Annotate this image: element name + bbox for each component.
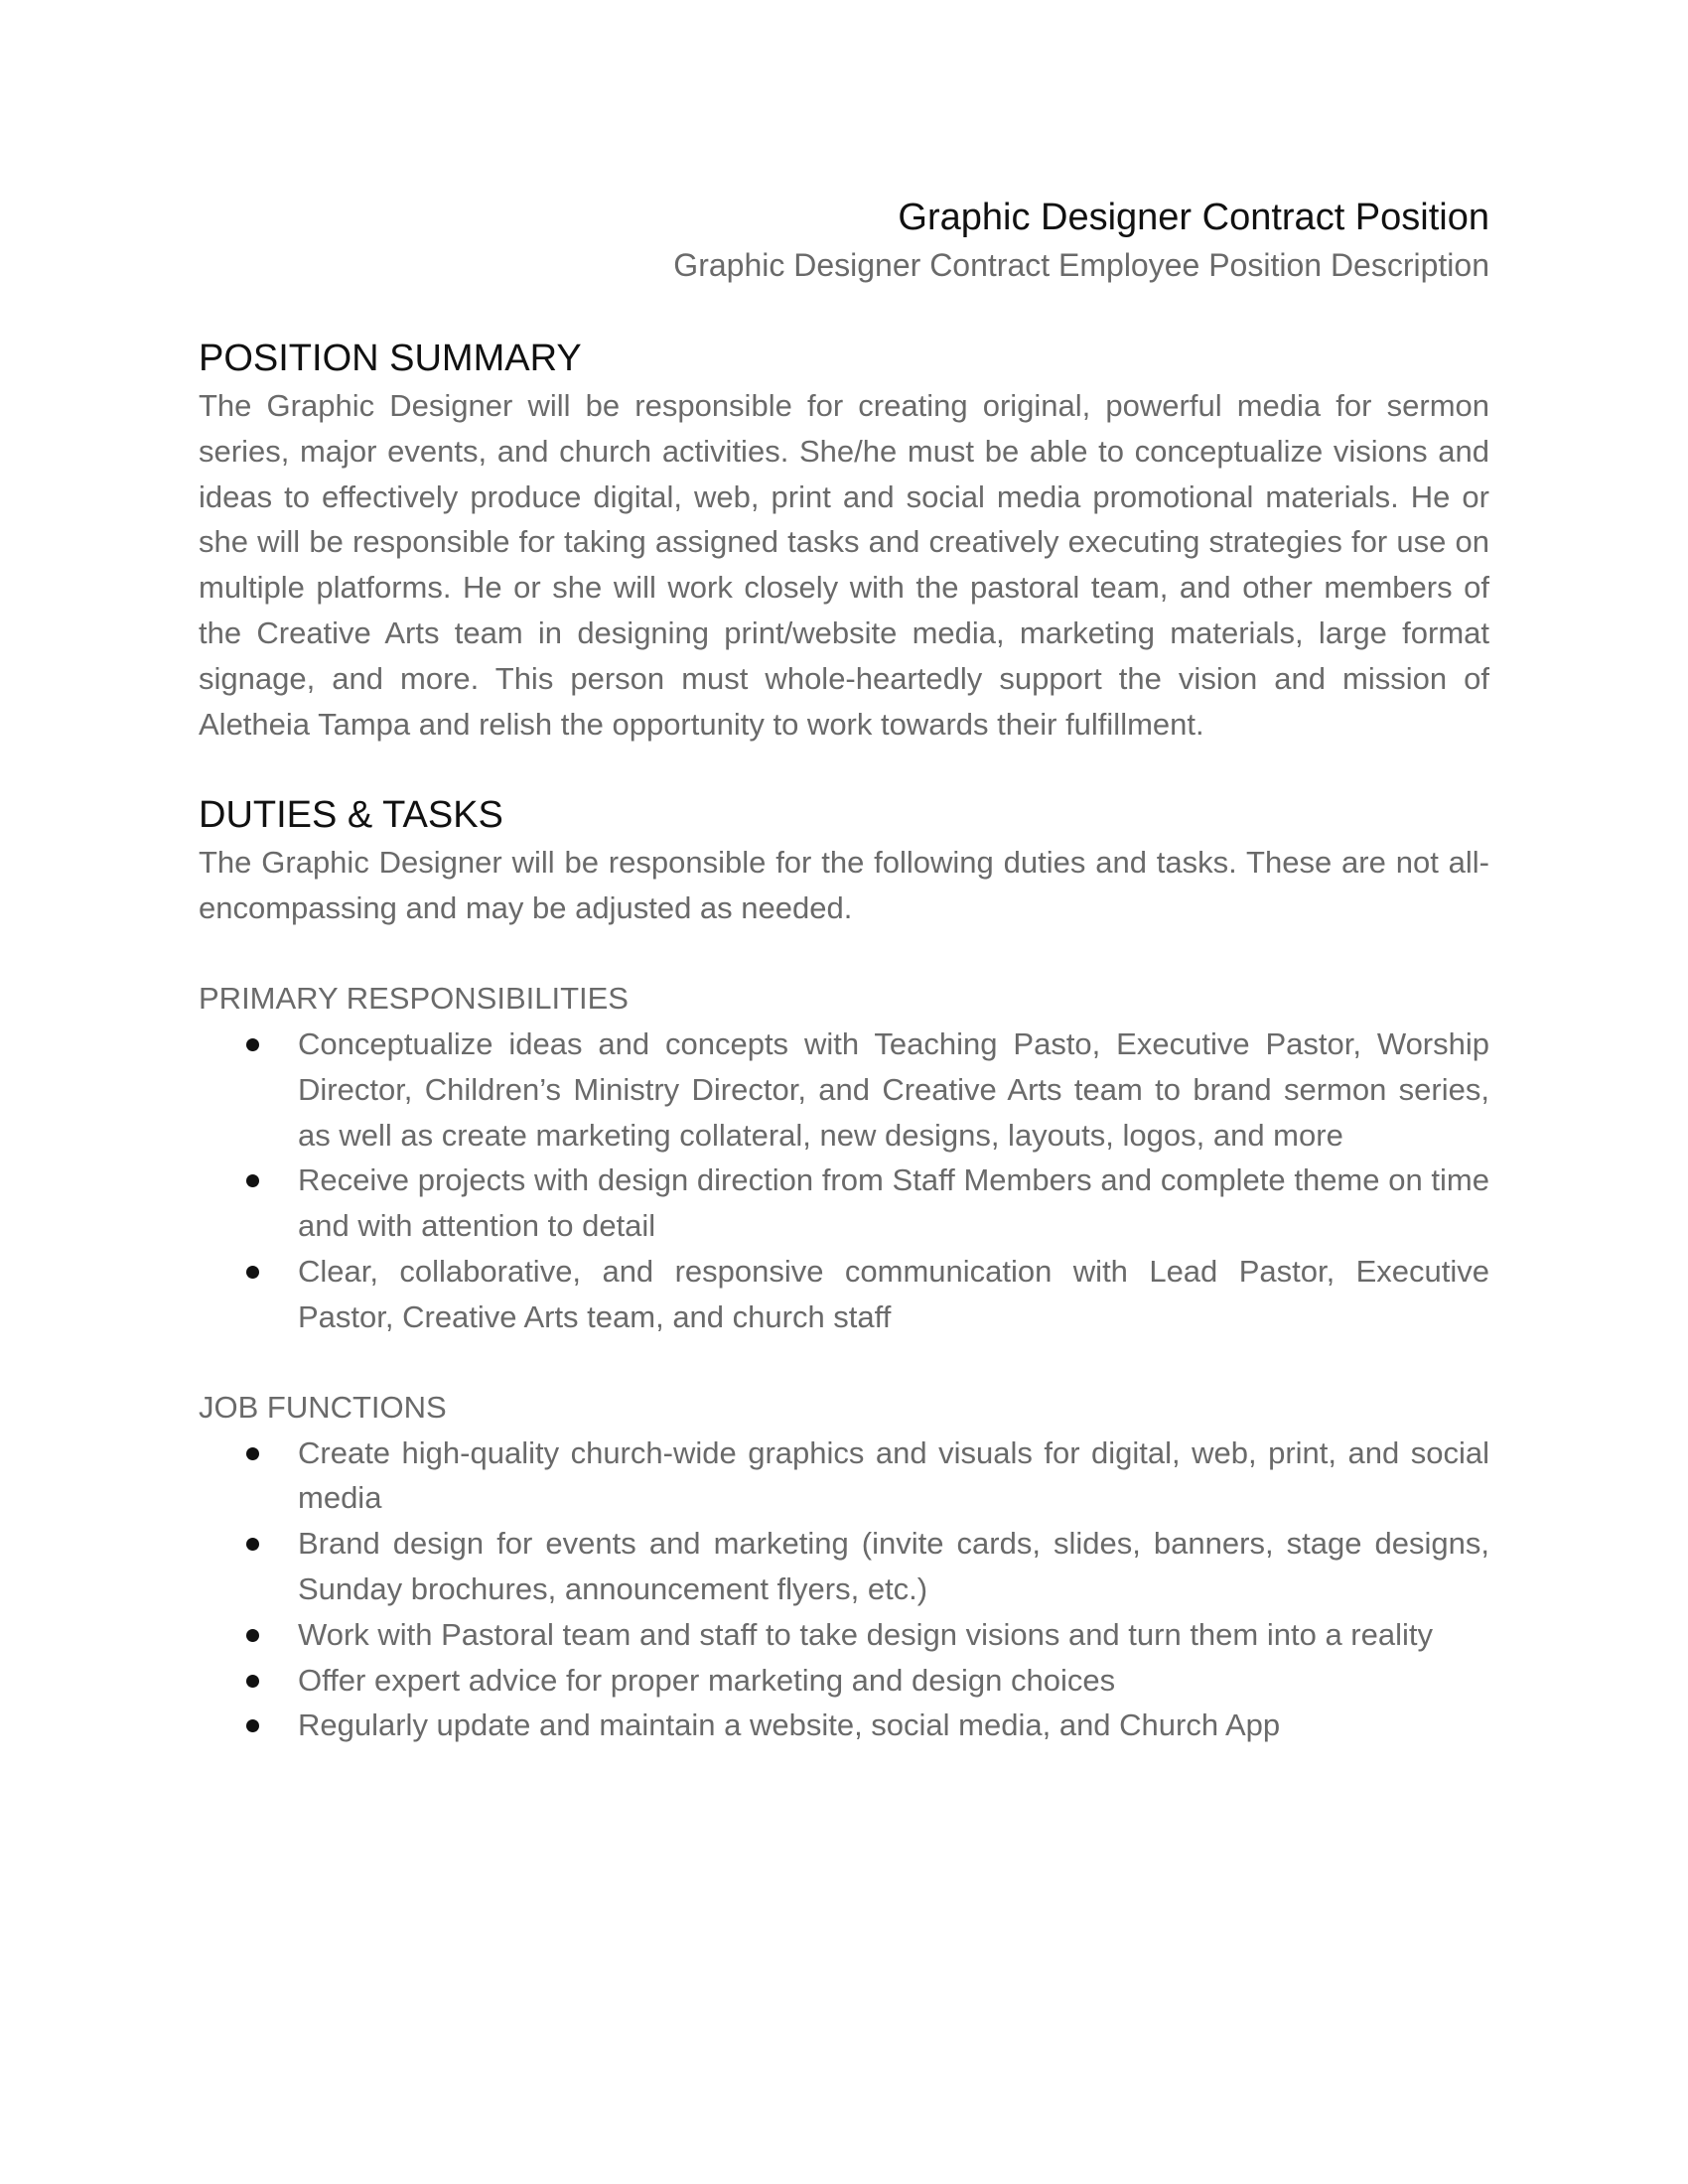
list-item bbox=[298, 1158, 1489, 1249]
bullet-icon bbox=[246, 1629, 259, 1642]
primary-responsibilities-list bbox=[199, 1022, 1489, 1340]
position-summary-heading: POSITION SUMMARY bbox=[199, 338, 582, 379]
bullet-icon bbox=[246, 1038, 259, 1051]
list-item-text: Offer expert advice for proper marketing and design choices bbox=[298, 1662, 1116, 1698]
bullet-icon bbox=[246, 1266, 259, 1279]
list-item bbox=[298, 1249, 1489, 1340]
bullet-icon bbox=[246, 1675, 259, 1688]
list-item-text: Receive projects with design direction from Staff Members and complete theme on time and with attention to detail bbox=[298, 1162, 1489, 1244]
list-item bbox=[298, 1612, 1489, 1658]
list-item-text: Create high-quality church-wide graphics and visuals for digital, web, print, and social media bbox=[298, 1434, 1489, 1516]
primary-responsibilities-heading: PRIMARY RESPONSIBILITIES bbox=[199, 980, 629, 1016]
list-item bbox=[298, 1521, 1489, 1612]
list-item-text: Conceptualize ideas and concepts with Teaching Pasto, Executive Pastor, Worship Director, Children’s Ministry Director, and Creative Arts team to brand sermon series, as well as create marketing collateral, new designs, layouts, logos, and more bbox=[298, 1025, 1489, 1153]
document-header bbox=[199, 194, 1489, 289]
list-item bbox=[298, 1431, 1489, 1522]
list-item bbox=[298, 1022, 1489, 1158]
bullet-icon bbox=[246, 1174, 259, 1187]
list-item-text: Clear, collaborative, and responsive communication with Lead Pastor, Executive Pastor, Creative Arts team, and church staff bbox=[298, 1253, 1489, 1334]
document-subtitle: Graphic Designer Contract Employee Position Description bbox=[673, 247, 1489, 283]
bullet-icon bbox=[246, 1447, 259, 1460]
list-item bbox=[298, 1658, 1489, 1704]
duties-heading: DUTIES & TASKS bbox=[199, 794, 503, 837]
job-functions-heading: JOB FUNCTIONS bbox=[199, 1389, 447, 1425]
list-item-text: Regularly update and maintain a website, social media, and Church App bbox=[298, 1707, 1281, 1743]
position-summary-body: The Graphic Designer will be responsible for creating original, powerful media for sermon series, major events, and church activities. She/he must be able to conceptualize visions and ideas to effectively produce digital, web, print and social media promotional materials. He or she will be responsible for taking assigned tasks and creatively executing strategies for use on multiple platforms. He or she will work closely with the pastoral team, and other members of the Creative Arts team in designing print/website media, marketing materials, large format signage, and more. This person must whole-heartedly support the vision and mission of Aletheia Tampa and relish the opportunity to work towards their fulfillment. bbox=[199, 388, 1489, 742]
bullet-icon bbox=[246, 1538, 259, 1551]
duties-section bbox=[199, 790, 1489, 1748]
bullet-icon bbox=[246, 1719, 259, 1732]
document-title: Graphic Designer Contract Position bbox=[898, 197, 1489, 238]
position-summary-section bbox=[199, 334, 1489, 747]
job-functions-list bbox=[199, 1431, 1489, 1749]
duties-intro: The Graphic Designer will be responsible for the following duties and tasks. These are not all-encompassing and may be adjusted as needed. bbox=[199, 845, 1489, 926]
list-item-text: Work with Pastoral team and staff to take design visions and turn them into a reality bbox=[298, 1616, 1433, 1652]
list-item bbox=[298, 1703, 1489, 1748]
list-item-text: Brand design for events and marketing (invite cards, slides, banners, stage designs, Sunday brochures, announcement flyers, etc.) bbox=[298, 1526, 1489, 1606]
